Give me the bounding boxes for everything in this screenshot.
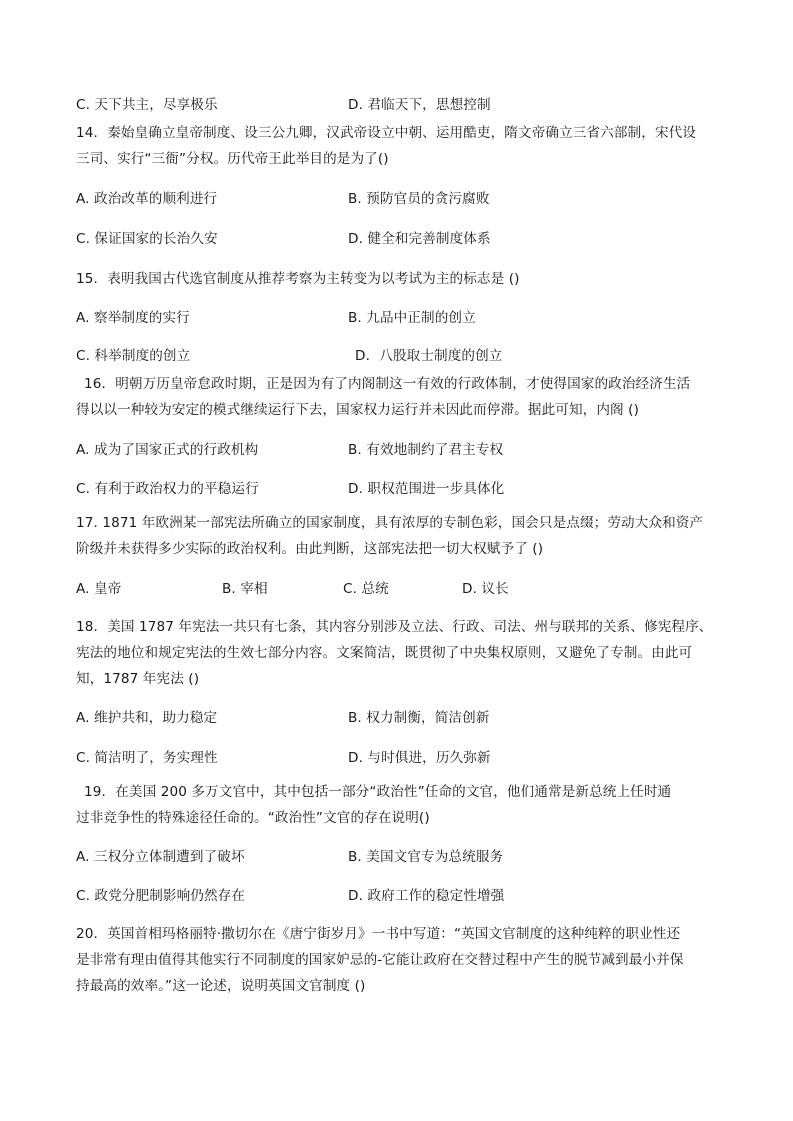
q16-option-b: B. 有效地制约了君主专权 (348, 442, 504, 458)
q15-option-d: D．八股取士制度的创立 (355, 348, 503, 364)
q18-stem-line-2: 宪法的地位和规定宪法的生效七部分内容。文案简洁，既贯彻了中央集权原则，又避免了专制。由此可 (76, 645, 693, 661)
q17-option-d: D. 议长 (462, 581, 509, 597)
q15-option-a: A. 察举制度的实行 (76, 310, 190, 326)
q13-option-d: D. 君临天下，思想控制 (348, 97, 491, 113)
q20-stem-line-1: 20．英国首相玛格丽特·撒切尔在《唐宁街岁月》一书中写道：“英国文官制度的这种纯粹的职业性还 (76, 926, 681, 942)
q17-stem-line-2: 阶级并未获得多少实际的政治权利。由此判断，这部宪法把一切大权赋予了 () (76, 541, 544, 557)
q18-option-b: B. 权力制衡，简洁创新 (348, 710, 490, 726)
q17-option-b: B. 宰相 (222, 581, 268, 597)
q20-stem-line-2: 是非常有理由值得其他实行不同制度的国家妒忌的-它能让政府在交替过程中产生的脱节减到最小并保 (76, 952, 684, 968)
q14-option-d: D. 健全和完善制度体系 (348, 231, 491, 247)
q16-stem-line-2: 得以以一种较为安定的模式继续运行下去，国家权力运行并未因此而停滞。据此可知，内阁 () (76, 402, 639, 418)
q19-option-c: C. 政党分肥制影响仍然存在 (76, 888, 246, 904)
q17-stem-line-1: 17. 1871 年欧洲某一部宪法所确立的国家制度，具有浓厚的专制色彩，国会只是点缀；劳动大众和资产 (76, 515, 704, 531)
q16-option-d: D. 职权范围进一步具体化 (348, 481, 505, 497)
q19-stem-line-1: 19．在美国 200 多万文官中，其中包括一部分“政治性”任命的文官，他们通常是新总统上任时通 (84, 784, 672, 800)
q17-option-c: C. 总统 (343, 581, 389, 597)
q14-option-a: A. 政治改革的顺利进行 (76, 191, 218, 207)
q15-option-c: C. 科举制度的创立 (76, 348, 191, 364)
q19-option-a: A. 三权分立体制遭到了破坏 (76, 849, 245, 865)
q19-option-d: D. 政府工作的稳定性增强 (348, 888, 505, 904)
q18-option-a: A. 维护共和，助力稳定 (76, 710, 218, 726)
q13-option-c: C. 天下共主，尽享极乐 (76, 97, 218, 113)
q14-option-c: C. 保证国家的长治久安 (76, 231, 218, 247)
q19-stem-line-2: 过非竞争性的特殊途径任命的。“政治性”文官的存在说明() (76, 810, 430, 826)
q18-option-c: C. 简洁明了，务实理性 (76, 750, 218, 766)
q18-stem-line-1: 18．美国 1787 年宪法一共只有七条，其内容分别涉及立法、行政、司法、州与联邦的关系、修宪程序、 (76, 619, 713, 635)
q18-option-d: D. 与时俱进，历久弥新 (348, 750, 491, 766)
q16-option-a: A. 成为了国家正式的行政机构 (76, 442, 259, 458)
q20-stem-line-3: 持最高的效率。”这一论述，说明英国文官制度 () (76, 978, 366, 994)
q18-stem-line-3: 知，1787 年宪法 () (76, 671, 200, 687)
q16-option-c: C. 有利于政治权力的平稳运行 (76, 481, 259, 497)
q14-stem-line-2: 三司、实行“三衙”分权。历代帝王此举目的是为了() (76, 151, 389, 167)
q14-stem-line-1: 14．秦始皇确立皇帝制度、设三公九卿，汉武帝设立中朝、运用酷吏，隋文帝确立三省六部制，宋代设 (76, 125, 697, 141)
q15-option-b: B. 九品中正制的创立 (348, 310, 476, 326)
q17-option-a: A. 皇帝 (76, 581, 122, 597)
q19-option-b: B. 美国文官专为总统服务 (348, 849, 504, 865)
q15-stem-line-1: 15．表明我国古代选官制度从推荐考察为主转变为以考试为主的标志是 () (76, 271, 520, 287)
q14-option-b: B. 预防官员的贪污腐败 (348, 191, 490, 207)
q16-stem-line-1: 16．明朝万历皇帝怠政时期，正是因为有了内阁制这一有效的行政体制，才使得国家的政治经济生活 (84, 376, 691, 392)
